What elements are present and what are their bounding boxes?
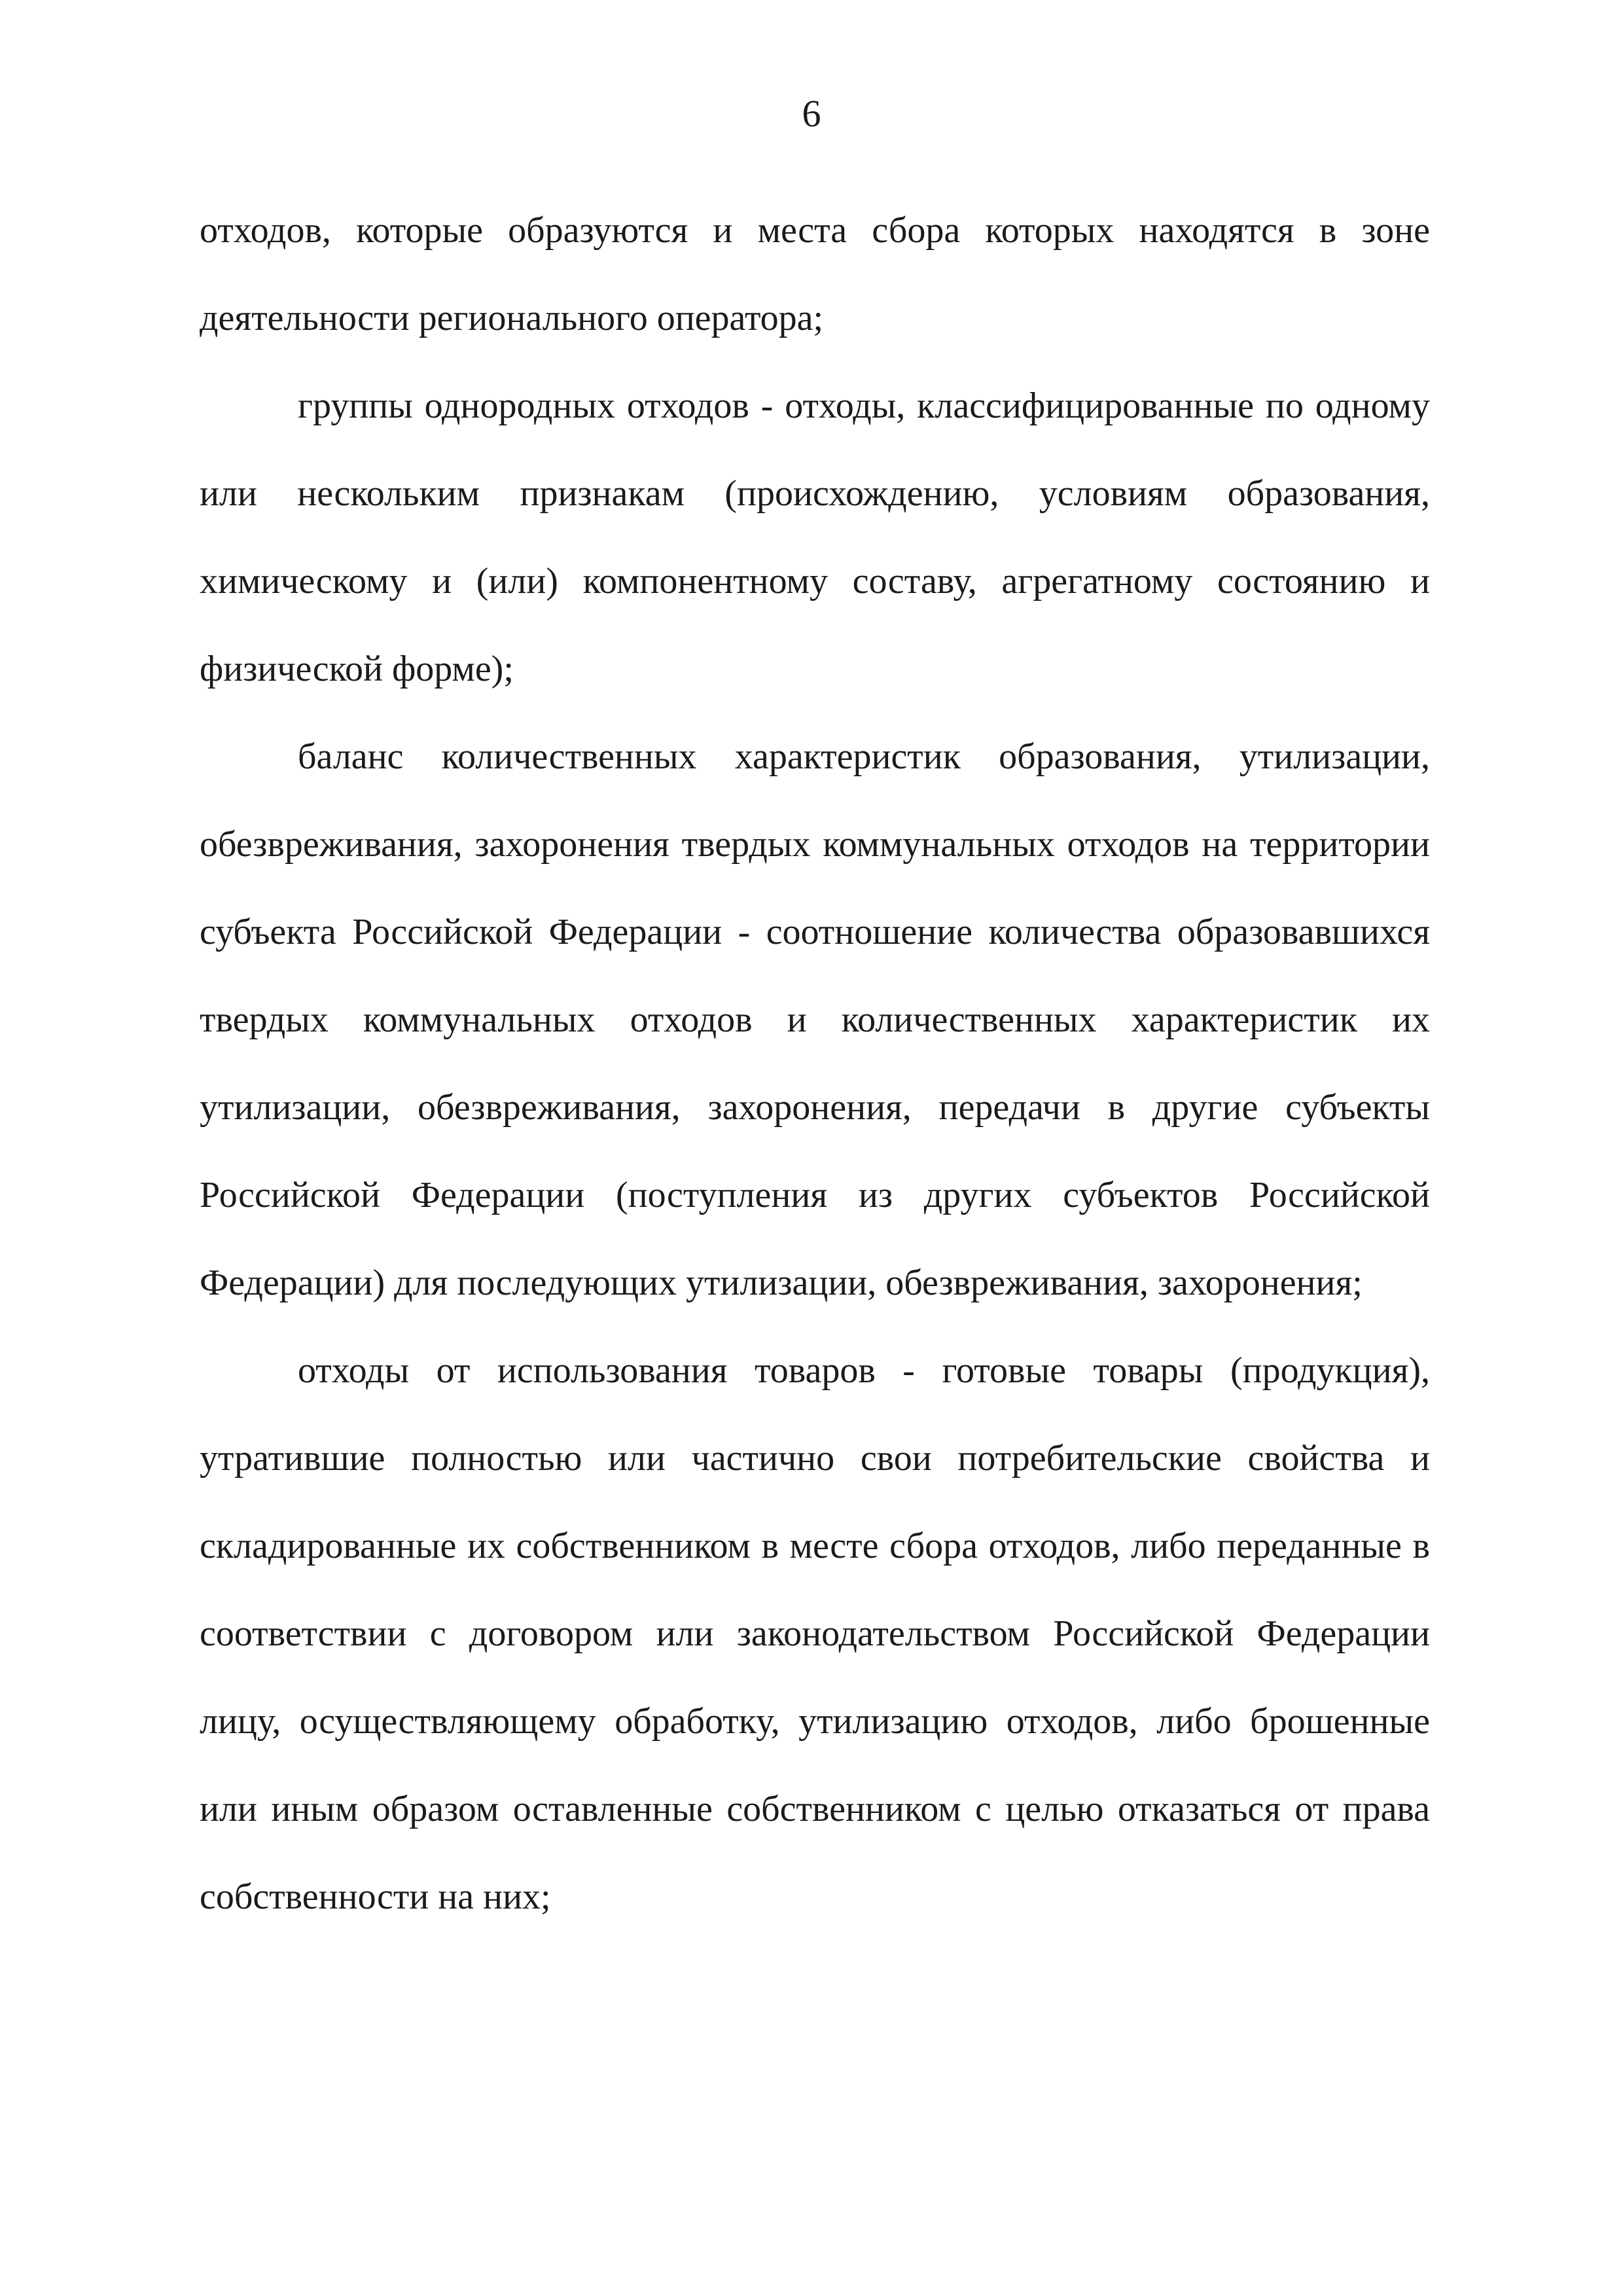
paragraph-continuation: отходов, которые образуются и места сбора которых находятся в зоне деятельности регионального оператора; [200, 210, 1430, 338]
document-body [200, 187, 1430, 1941]
page-number: 6 [802, 92, 821, 135]
paragraph-goods-usage-waste: отходы от использования товаров - готовые товары (продукция), утратившие полностью или частично свои потребительские свойства и складированные их собственником в месте сбора отходов, либо переданные в соответствии с договором или законодательством Российской Федерации лицу, осуществляющему обработку, утилизацию отходов, либо брошенные или иным образом оставленные собственником с целью отказаться от права собственности на них; [200, 1350, 1430, 1917]
paragraph-homogeneous-waste-groups: группы однородных отходов - отходы, классифицированные по одному или нескольким признакам (происхождению, условиям образования, химическому и (или) компонентному составу, агрегатному состоянию и физической форме); [200, 386, 1430, 689]
paragraph-waste-balance: баланс количественных характеристик образования, утилизации, обезвреживания, захоронения твердых коммунальных отходов на территории субъекта Российской Федерации - соотношение количества образовавшихся твердых коммунальных отходов и количественных характеристик их утилизации, обезвреживания, захоронения, передачи в другие субъекты Российской Федерации (поступления из других субъектов Российской Федерации) для последующих утилизации, обезвреживания, захоронения; [200, 736, 1430, 1303]
